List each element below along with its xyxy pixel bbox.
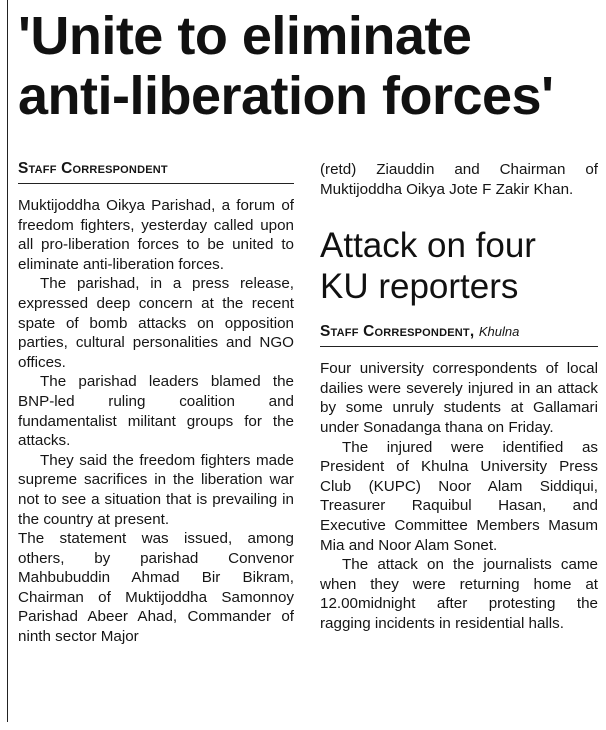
article2-headline-line-1: Attack on four [320,226,536,266]
article1-headline-line-1: 'Unite to eliminate [18,6,472,66]
article1-byline [18,160,294,184]
article1-paragraph-3: The parishad leaders blamed the BNP-led ruling coalition and fundamentalist militant groups for the attacks. [18,373,294,450]
article1-body [18,160,294,647]
article1-paragraph-4: They said the freedom fighters made supreme sacrifices in the liberation war not to see a situation that is prevailing in the country at present. [18,451,294,528]
article1-byline-text: Staff Correspondent [18,160,168,177]
article2-headline [320,225,598,307]
article2-paragraph-1: Four university correspondents of local dailies were severely injured in an attack by some unruly students at Gallamari under Sonadanga thana on Friday. [320,360,598,436]
page-border [7,0,8,722]
article2-paragraph-2: The injured were identified as President of Khulna University Press Club (KUPC) Noor Alam Siddiqui, Treasurer Raquibul Hasan, and Executive Committee Members Masum Mia and Noor Alam Sonet. [320,438,598,554]
article2-dateline: Khulna [478,324,520,340]
article1-paragraph-1: Muktijoddha Oikya Parishad, a forum of freedom fighters, yesterday called upon all pro-liberation forces to be united to eliminate anti-liberation forces. [18,197,294,273]
right-column [320,160,598,634]
article1-paragraph-2: The parishad, in a press release, expressed deep concern at the recent spate of bomb attacks on opposition parties, cultural personalities and NGO offices. [18,275,294,371]
article1-headline-line-2: anti-liberation forces' [18,66,554,126]
article2-byline [320,323,598,347]
article1-headline [18,6,606,126]
article2-paragraph-3: The attack on the journalists came when they were returning home at 12.00midnight after protesting the ragging incidents in residential halls. [320,556,598,632]
article2-headline-line-2: KU reporters [320,267,519,307]
article2-byline-text: Staff Correspondent, [320,323,475,341]
article1-paragraph-5: The statement was issued, among others, by parishad Convenor Mahbubuddin Ahmad Bir Bikram, Chairman of Muktijoddha Samonnoy Parishad Abeer Ahad, Commander of ninth sector Major [18,530,294,646]
article1-paragraph-5-continued: (retd) Ziauddin and Chairman of Muktijoddha Oikya Jote F Zakir Khan. [320,161,598,198]
